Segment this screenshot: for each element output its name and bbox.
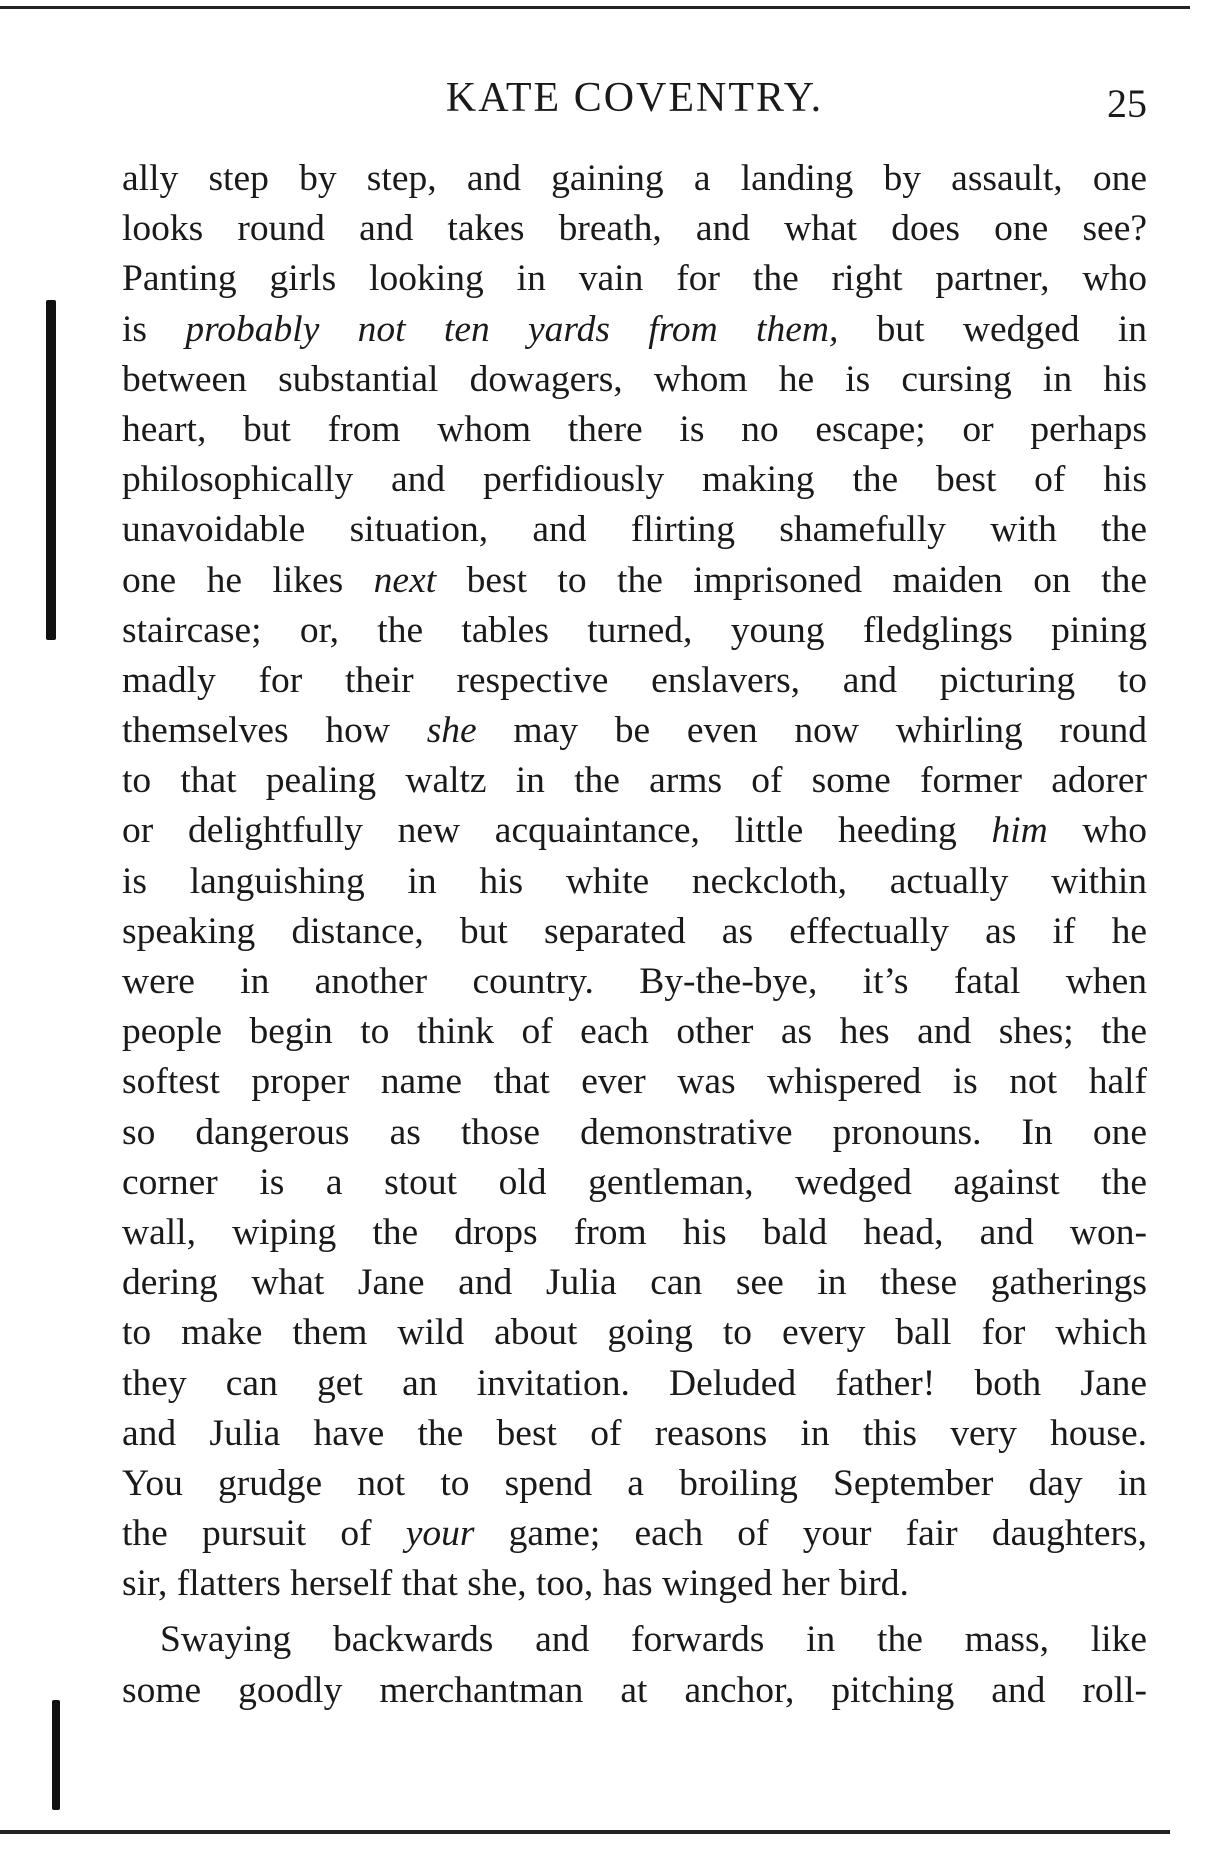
text-line [122,405,1147,455]
text-line [122,505,1147,555]
text-run: dering what Jane and Julia can see in these gatherings [122,1262,1147,1304]
italic-text: she [426,710,477,752]
text-run: heart, but from whom there is no escape; or perhaps [122,408,1147,450]
text-line [122,1666,1147,1716]
page-number: 25 [1107,81,1147,126]
text-run: Swaying backwards and forwards in the mass, like [160,1619,1147,1661]
text-line [122,1559,1147,1609]
binding-shadow-bottom [52,1700,60,1810]
text-run: so dangerous as those demonstrative pronouns. In one [122,1111,1147,1153]
text-run: best to the imprisoned maiden on the [436,559,1147,601]
text-run: corner is a stout old gentleman, wedged against the [122,1161,1147,1203]
text-line [122,455,1147,505]
text-line [122,1007,1147,1057]
binding-shadow-top [46,300,56,640]
text-run: may be even now whirling round [476,710,1147,752]
text-run: Panting girls looking in vain for the right partner, who [122,258,1147,300]
text-run: to make them wild about going to every ball for which [122,1312,1147,1354]
text-run: sir, flatters herself that she, too, has winged her bird. [122,1563,909,1605]
text-run: they can get an invitation. Deluded father! both Jane [122,1362,1147,1404]
text-run: themselves how [122,710,427,752]
text-run: ally step by step, and gaining a landing by assault, one [122,158,1147,199]
text-line [122,606,1147,656]
text-line [122,1308,1147,1358]
text-line [122,1359,1147,1409]
text-run: You grudge not to spend a broiling September day in [122,1462,1147,1504]
page-header [122,74,1147,134]
text-run: who [1047,810,1147,852]
text-line [122,957,1147,1007]
text-line [122,1208,1147,1258]
text-run: to that pealing waltz in the arms of some former adorer [122,760,1147,802]
text-run: and Julia have the best of reasons in this very house. [122,1412,1147,1454]
text-line [122,656,1147,706]
italic-text: next [373,559,437,601]
text-run: game; each of your fair daughters, [474,1513,1147,1555]
text-run: one he likes [122,559,374,601]
text-run: is languishing in his white neckcloth, actually within [122,860,1147,902]
text-run: between substantial dowagers, whom he is cursing in his [122,358,1147,400]
text-run: some goodly merchantman at anchor, pitching and roll- [122,1669,1147,1711]
text-line [122,857,1147,907]
top-edge-rule [0,6,1190,9]
text-run: is [122,308,186,350]
bottom-edge-rule [0,1830,1170,1834]
text-line [122,355,1147,405]
text-line [122,1509,1147,1559]
text-line [122,1258,1147,1308]
text-line [122,1057,1147,1107]
text-line [122,756,1147,806]
text-run: wall, wiping the drops from his bald head, and won- [122,1211,1147,1253]
text-line [122,154,1147,204]
text-line [122,305,1147,355]
text-line [122,204,1147,254]
text-run: softest proper name that ever was whispered is not half [122,1061,1147,1103]
italic-text: your [405,1513,475,1555]
text-line [122,556,1147,606]
text-line [122,907,1147,957]
text-run: people begin to think of each other as hes and shes; the [122,1011,1147,1053]
text-line [122,806,1147,856]
text-run: madly for their respective enslavers, and picturing to [122,659,1147,701]
text-run: the pursuit of [122,1513,406,1555]
text-line [122,1158,1147,1208]
body-text [122,154,1147,1716]
text-run: philosophically and perfidiously making the best of his [122,459,1147,501]
text-run: but wedged in [838,308,1147,350]
text-line [122,1409,1147,1459]
text-run: speaking distance, but separated as effectually as if he [122,910,1147,952]
italic-text: him [991,810,1048,852]
running-title: KATE COVENTRY. [445,75,824,121]
text-run: looks round and takes breath, and what does one see? [122,208,1147,250]
text-run: unavoidable situation, and flirting shamefully with the [122,509,1147,551]
text-run: or delightfully new acquaintance, little heeding [122,810,992,852]
text-line [122,1108,1147,1158]
text-line [122,706,1147,756]
text-line [122,1615,1147,1665]
text-line [122,1459,1147,1509]
italic-text: probably not ten yards from them, [185,308,839,350]
text-line [122,254,1147,304]
text-run: staircase; or, the tables turned, young fledglings pining [122,609,1147,651]
text-run: were in another country. By-the-bye, it’s fatal when [122,961,1147,1002]
